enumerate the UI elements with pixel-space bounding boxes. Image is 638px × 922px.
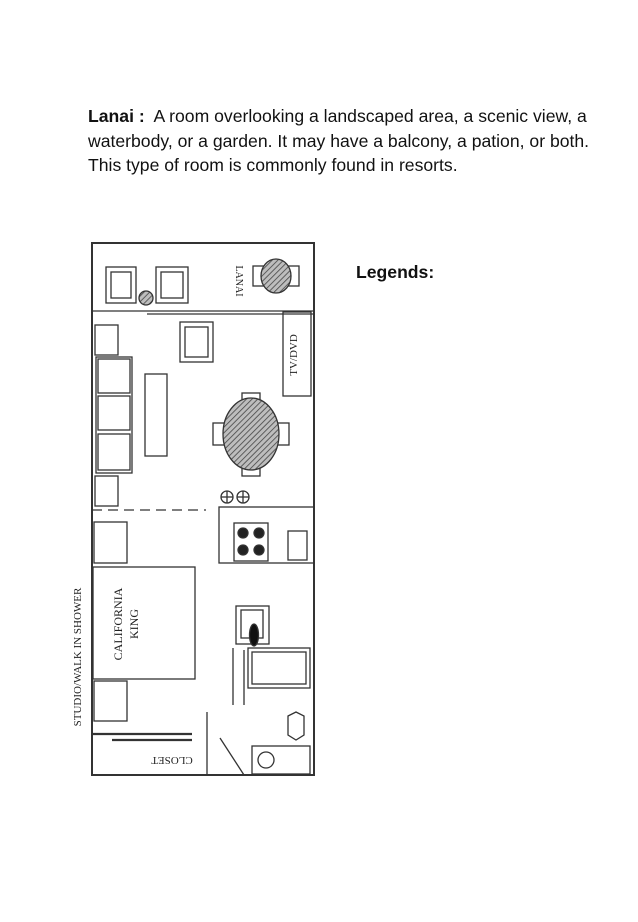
sofa-end [95, 476, 118, 506]
lanai-table [261, 259, 291, 293]
nightstand [94, 681, 127, 721]
bed [93, 567, 195, 679]
legends-heading: Legends: [356, 262, 435, 282]
outer-wall [92, 243, 314, 775]
shower [248, 648, 310, 688]
washer [252, 746, 310, 774]
lanai-side-table [139, 291, 153, 305]
room-term: Lanai : [88, 106, 145, 126]
bed-label-line1: CALIFORNIA [111, 587, 125, 661]
stove [234, 523, 268, 561]
sofa-end [95, 325, 118, 355]
studio-label: STUDIO/WALK IN SHOWER [72, 587, 84, 727]
floor-plan [64, 236, 326, 782]
toilet [250, 624, 259, 646]
tv-label: TV/DVD [288, 334, 300, 376]
sofa [96, 357, 132, 473]
lanai-label: LANAI [233, 265, 244, 297]
vanity-basin [288, 712, 304, 740]
closet-label: CLOSET [151, 754, 193, 766]
dining-table [223, 398, 279, 470]
room-definition: A room overlooking a landscaped area, a scenic view, a waterbody, or a garden. It may have a balcony, a pation, or both. This type of room is commonly found in resorts. [88, 106, 590, 175]
sink [288, 531, 307, 560]
nightstand [94, 522, 127, 563]
kitchen-counter [219, 507, 314, 563]
coffee-table [145, 374, 167, 456]
bed-label-line2: KING [127, 609, 141, 639]
room-description [88, 104, 608, 178]
